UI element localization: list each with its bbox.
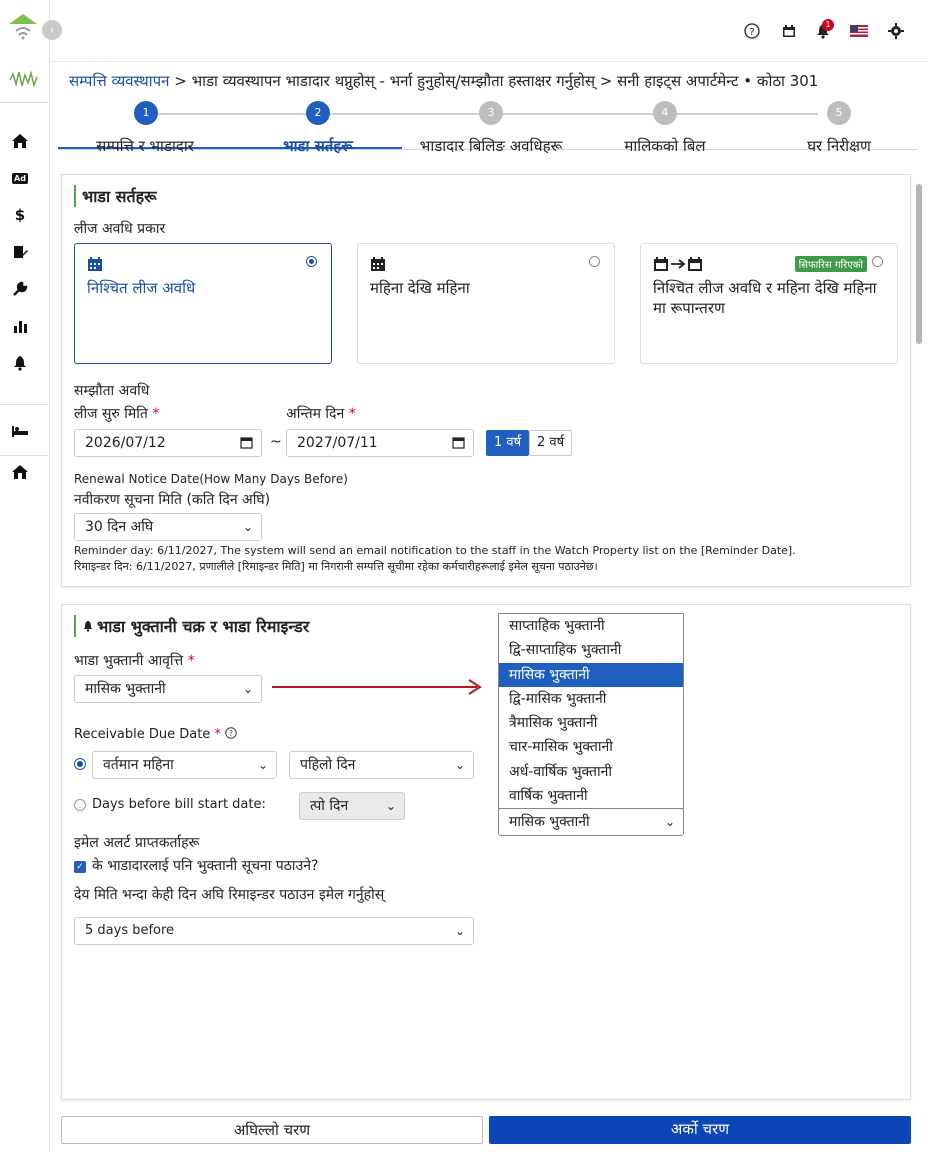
calendar-to-calendar-icon bbox=[653, 256, 705, 272]
lease-start-label-text: लीज सुरु मिति bbox=[74, 406, 148, 422]
step-5-dot[interactable]: 5 bbox=[827, 101, 851, 125]
payment-frequency-select-open-value: मासिक भुक्तानी bbox=[509, 814, 590, 830]
chevron-down-icon: ⌄ bbox=[664, 815, 675, 829]
required-mark: * bbox=[214, 727, 221, 742]
lease-start-date-input[interactable] bbox=[74, 429, 262, 457]
chevron-down-icon: ⌄ bbox=[385, 799, 396, 813]
required-mark: * bbox=[187, 653, 195, 669]
payment-frequency-value: मासिक भुक्तानी bbox=[85, 681, 166, 697]
reminder-note-np: रिमाइन्डर दिन: 6/11/2027, प्रणालीले [रिमाइन्डर मिति] मा निगरानी सम्पत्ति सूचीमा रहेका कर्मचारीहरूलाई इमेल सूचना पठाउनेछ। bbox=[74, 560, 598, 573]
annotation-arrow bbox=[272, 679, 484, 695]
one-year-button[interactable]: 1 वर्ष bbox=[486, 430, 529, 456]
chevron-down-icon: ⌄ bbox=[454, 758, 465, 772]
step-2-label[interactable]: भाडा सर्तहरू bbox=[283, 137, 353, 155]
days-before-radio[interactable] bbox=[74, 799, 86, 811]
dropdown-option[interactable]: त्रैमासिक भुक्तानी bbox=[509, 715, 598, 732]
top-bar bbox=[50, 0, 928, 62]
lease-start-date-value: 2026/07/12 bbox=[85, 435, 166, 451]
step-5-label[interactable]: घर निरीक्षण bbox=[807, 137, 871, 155]
sidebar-divider bbox=[0, 404, 50, 405]
calendar-icon bbox=[370, 256, 386, 272]
lease-start-label bbox=[74, 404, 159, 423]
due-day-select[interactable] bbox=[289, 751, 474, 779]
lease-option-monthly-radio[interactable] bbox=[589, 256, 600, 267]
main-content bbox=[50, 62, 928, 1152]
step-3-label[interactable]: भाडादार बिलिङ अवधिहरू bbox=[419, 137, 563, 155]
svg-text:?: ? bbox=[749, 27, 755, 38]
help-icon[interactable] bbox=[225, 727, 237, 739]
email-recipients-label: इमेल अलर्ट प्राप्तकर्ताहरू bbox=[74, 835, 200, 851]
reminder-note-en: Reminder day: 6/11/2027, The system will send an email notification to the staff in the Watch Property list on the [Reminder Date]. bbox=[74, 544, 796, 557]
us-flag-icon[interactable] bbox=[850, 22, 868, 40]
chevron-down-icon: ⌄ bbox=[454, 924, 465, 938]
bar-chart-icon[interactable] bbox=[10, 316, 30, 336]
ad-icon-label: Ad bbox=[14, 173, 26, 183]
lease-end-label bbox=[286, 404, 356, 423]
calendar-icon[interactable] bbox=[780, 22, 798, 40]
lease-end-date-value: 2027/07/11 bbox=[297, 435, 378, 451]
chevron-down-icon: ⌄ bbox=[242, 682, 253, 696]
breadcrumb-path: > भाडा व्यवस्थापन भाडादार थप्नुहोस् - भर्ना हुनुहोस्/सम्झौता हस्ताक्षर गर्नुहोस् > सनी हाइट्स अपार्टमेन्ट • कोठा 301 bbox=[169, 72, 819, 90]
step-3-dot[interactable]: 3 bbox=[479, 101, 503, 125]
chevron-down-icon: ⌄ bbox=[242, 520, 253, 534]
dropdown-option[interactable]: द्वि-मासिक भुक्तानी bbox=[509, 690, 607, 707]
due-day-value: पहिलो दिन bbox=[300, 757, 356, 773]
renewal-notice-label-np: नवीकरण सूचना मिति (कति दिन अघि) bbox=[74, 492, 271, 508]
breadcrumb bbox=[69, 71, 818, 91]
lease-option-fixed-radio[interactable] bbox=[306, 256, 317, 267]
payment-frequency-select-open[interactable] bbox=[498, 808, 684, 836]
lease-option-convert[interactable] bbox=[640, 243, 898, 364]
reminder-days-label: देय मिति भन्दा केही दिन अघि रिमाइन्डर पठाउन इमेल गर्नुहोस् bbox=[74, 887, 385, 903]
lease-option-fixed-label: निश्चित लीज अवधि bbox=[87, 279, 196, 297]
scrollbar[interactable] bbox=[914, 174, 924, 1104]
dropdown-option-selected[interactable]: मासिक भुक्तानी bbox=[499, 663, 683, 687]
tenant-notify-label: के भाडादारलाई पनि भुक्तानी सूचना पठाउने? bbox=[92, 858, 319, 874]
payment-cycle-title bbox=[74, 615, 309, 637]
days-before-select[interactable] bbox=[299, 792, 405, 820]
previous-step-button[interactable]: अघिल्लो चरण bbox=[61, 1116, 483, 1144]
next-step-button[interactable]: अर्को चरण bbox=[489, 1116, 911, 1144]
payment-frequency-dropdown-list bbox=[498, 613, 684, 809]
home-icon[interactable] bbox=[10, 131, 30, 151]
payment-cycle-card bbox=[61, 604, 911, 1100]
days-before-value: त्पो दिन bbox=[310, 798, 349, 814]
lease-end-date-input[interactable] bbox=[286, 429, 474, 457]
lease-option-convert-radio[interactable] bbox=[872, 256, 883, 267]
edit-document-icon[interactable] bbox=[10, 242, 30, 262]
required-mark: * bbox=[348, 406, 356, 422]
step-2-dot[interactable]: 2 bbox=[306, 101, 330, 125]
dropdown-option[interactable]: वार्षिक भुक्तानी bbox=[509, 788, 588, 805]
scrollbar-thumb[interactable] bbox=[916, 184, 922, 344]
step-1-dot[interactable]: 1 bbox=[134, 101, 158, 125]
sidebar-divider bbox=[0, 455, 50, 456]
renewal-notice-label-en: Renewal Notice Date(How Many Days Before) bbox=[74, 472, 348, 486]
renewal-notice-select[interactable] bbox=[74, 513, 262, 541]
breadcrumb-root-link[interactable]: सम्पत्ति व्यवस्थापन bbox=[69, 72, 170, 90]
payment-frequency-label-text: भाडा भुक्तानी आवृत्ति bbox=[74, 653, 184, 669]
payment-frequency-select[interactable] bbox=[74, 675, 262, 703]
due-month-select[interactable] bbox=[92, 751, 277, 779]
payment-cycle-title-text: भाडा भुक्तानी चक्र र भाडा रिमाइन्डर bbox=[97, 617, 310, 636]
calendar-picker-icon[interactable] bbox=[240, 436, 253, 449]
logo-icon bbox=[6, 10, 40, 44]
step-4-label[interactable]: मालिकको बिल bbox=[624, 137, 706, 155]
dropdown-option[interactable]: चार-मासिक भुक्तानी bbox=[509, 739, 613, 756]
gear-icon[interactable] bbox=[887, 22, 905, 40]
renewal-notice-value: 30 दिन अघि bbox=[85, 519, 154, 535]
step-1-label[interactable]: सम्पत्ति र भाडादार bbox=[96, 137, 194, 155]
payment-frequency-label bbox=[74, 651, 195, 670]
reminder-days-select[interactable] bbox=[74, 917, 474, 945]
bell-icon[interactable] bbox=[10, 353, 30, 373]
progress-stepper bbox=[58, 98, 918, 158]
bed-icon[interactable] bbox=[10, 421, 30, 441]
rental-terms-card bbox=[61, 174, 911, 587]
dropdown-option[interactable]: अर्ध-वार्षिक भुक्तानी bbox=[509, 763, 613, 780]
chevron-down-icon: ⌄ bbox=[257, 758, 268, 772]
wrench-icon[interactable] bbox=[10, 279, 30, 299]
lease-option-convert-label: निश्चित लीज अवधि र महिना देखि महिना मा रूपान्तरण bbox=[653, 279, 877, 317]
calendar-picker-icon[interactable] bbox=[452, 436, 465, 449]
lease-option-monthly-label: महिना देखि महिना bbox=[370, 279, 470, 297]
required-mark: * bbox=[152, 406, 160, 422]
svg-text:?: ? bbox=[229, 729, 234, 738]
house-icon[interactable] bbox=[10, 462, 30, 482]
recommended-badge: सिफारिस गरिएको bbox=[795, 256, 867, 272]
due-month-value: वर्तमान महिना bbox=[103, 757, 174, 773]
agreement-period-label: सम्झौता अवधि bbox=[74, 383, 150, 399]
brand-wave-icon bbox=[8, 68, 40, 90]
date-range-separator: ~ bbox=[270, 434, 282, 450]
two-year-button[interactable]: 2 वर्ष bbox=[529, 430, 572, 456]
help-icon[interactable] bbox=[743, 22, 761, 40]
reminder-days-value: 5 days before bbox=[85, 923, 175, 938]
lease-end-label-text: अन्तिम दिन bbox=[286, 406, 345, 422]
dropdown-option[interactable]: साप्ताहिक भुक्तानी bbox=[509, 618, 605, 634]
bell-icon bbox=[82, 620, 94, 632]
lease-type-label: लीज अवधि प्रकार bbox=[74, 221, 166, 237]
days-before-label: Days before bill start date: bbox=[92, 797, 266, 812]
receivable-due-date-label bbox=[74, 727, 237, 742]
sidebar-collapse-button[interactable]: › bbox=[42, 20, 62, 40]
step-4-dot[interactable]: 4 bbox=[653, 101, 677, 125]
sidebar-divider bbox=[0, 102, 50, 103]
ad-icon[interactable] bbox=[10, 168, 30, 188]
receivable-due-date-label-text: Receivable Due Date bbox=[74, 727, 211, 742]
lease-option-monthly[interactable] bbox=[357, 243, 615, 364]
dropdown-option[interactable]: द्वि-साप्ताहिक भुक्तानी bbox=[509, 642, 622, 659]
dollar-icon-glyph: $ bbox=[14, 206, 26, 224]
dollar-icon[interactable] bbox=[10, 205, 30, 225]
sidebar bbox=[0, 0, 50, 1152]
tenant-notify-checkbox[interactable]: ✓ bbox=[74, 861, 86, 873]
due-current-month-radio[interactable] bbox=[74, 758, 86, 770]
notification-count-badge: 1 bbox=[822, 19, 834, 31]
lease-option-fixed[interactable] bbox=[74, 243, 332, 364]
calendar-icon bbox=[87, 256, 103, 272]
rental-terms-title: भाडा सर्तहरू bbox=[74, 185, 157, 207]
